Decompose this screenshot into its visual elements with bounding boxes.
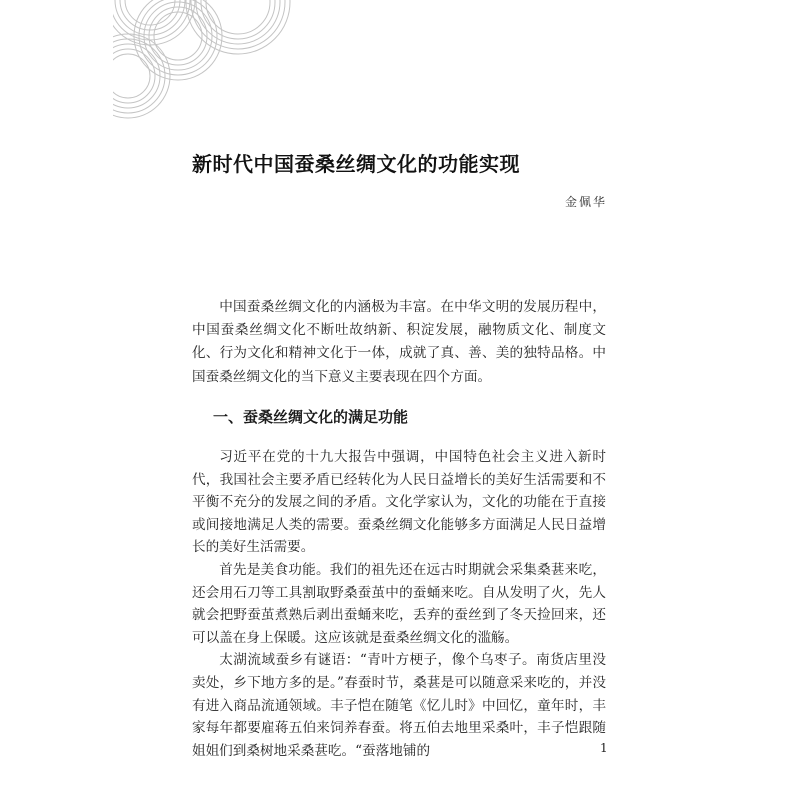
intro-paragraph: 中国蚕桑丝绸文化的内涵极为丰富。在中华文明的发展历程中，中国蚕桑丝绸文化不断吐故纳新、积淀发展，融物质文化、制度文化、行为文化和精神文化于一体，成就了真、善、美的独特品格。中国蚕桑丝绸文化的当下意义主要表现在四个方面。 [192, 299, 606, 385]
author-name: 金佩华 [564, 195, 607, 209]
page-number: 1 [600, 741, 608, 755]
section-heading: 一、蚕桑丝绸文化的满足功能 [213, 408, 409, 426]
section-body [192, 446, 606, 762]
body-paragraph: 首先是美食功能。我们的祖先还在远古时期就会采集桑葚来吃，还会用石刀等工具割取野桑蚕茧中的蚕蛹来吃。自从发明了火，先人就会把野蚕茧煮熟后剥出蚕蛹来吃，丢弃的蚕丝到了冬天捡回来，还可以盖在身上保暖。这应该就是蚕桑丝绸文化的滥觞。 [192, 561, 606, 646]
intro-section [192, 296, 606, 389]
body-paragraph: 习近平在党的十九大报告中强调，中国特色社会主义进入新时代，我国社会主要矛盾已经转化为人民日益增长的美好生活需要和不平衡不充分的发展之间的矛盾。文化学家认为，文化的功能在于直接或间接地满足人类的需要。蚕桑丝绸文化能够多方面满足人民日益增长的美好生活需要。 [192, 449, 606, 556]
concentric-circles-ornament [0, 0, 320, 140]
page-title: 新时代中国蚕桑丝绸文化的功能实现 [192, 152, 520, 176]
body-paragraph: 太湖流域蚕乡有谜语：“青叶方梗子，像个乌枣子。南货店里没卖处，乡下地方多的是。”春蚕时节，桑葚是可以随意采来吃的，并没有进入商品流通领域。丰子恺在随笔《忆儿时》中回忆，童年时，丰家每年都要雇蒋五伯来饲养春蚕。将五伯去地里采桑叶，丰子恺跟随姐姐们到桑树地采桑葚吃。“蚕落地铺的 [192, 652, 606, 759]
